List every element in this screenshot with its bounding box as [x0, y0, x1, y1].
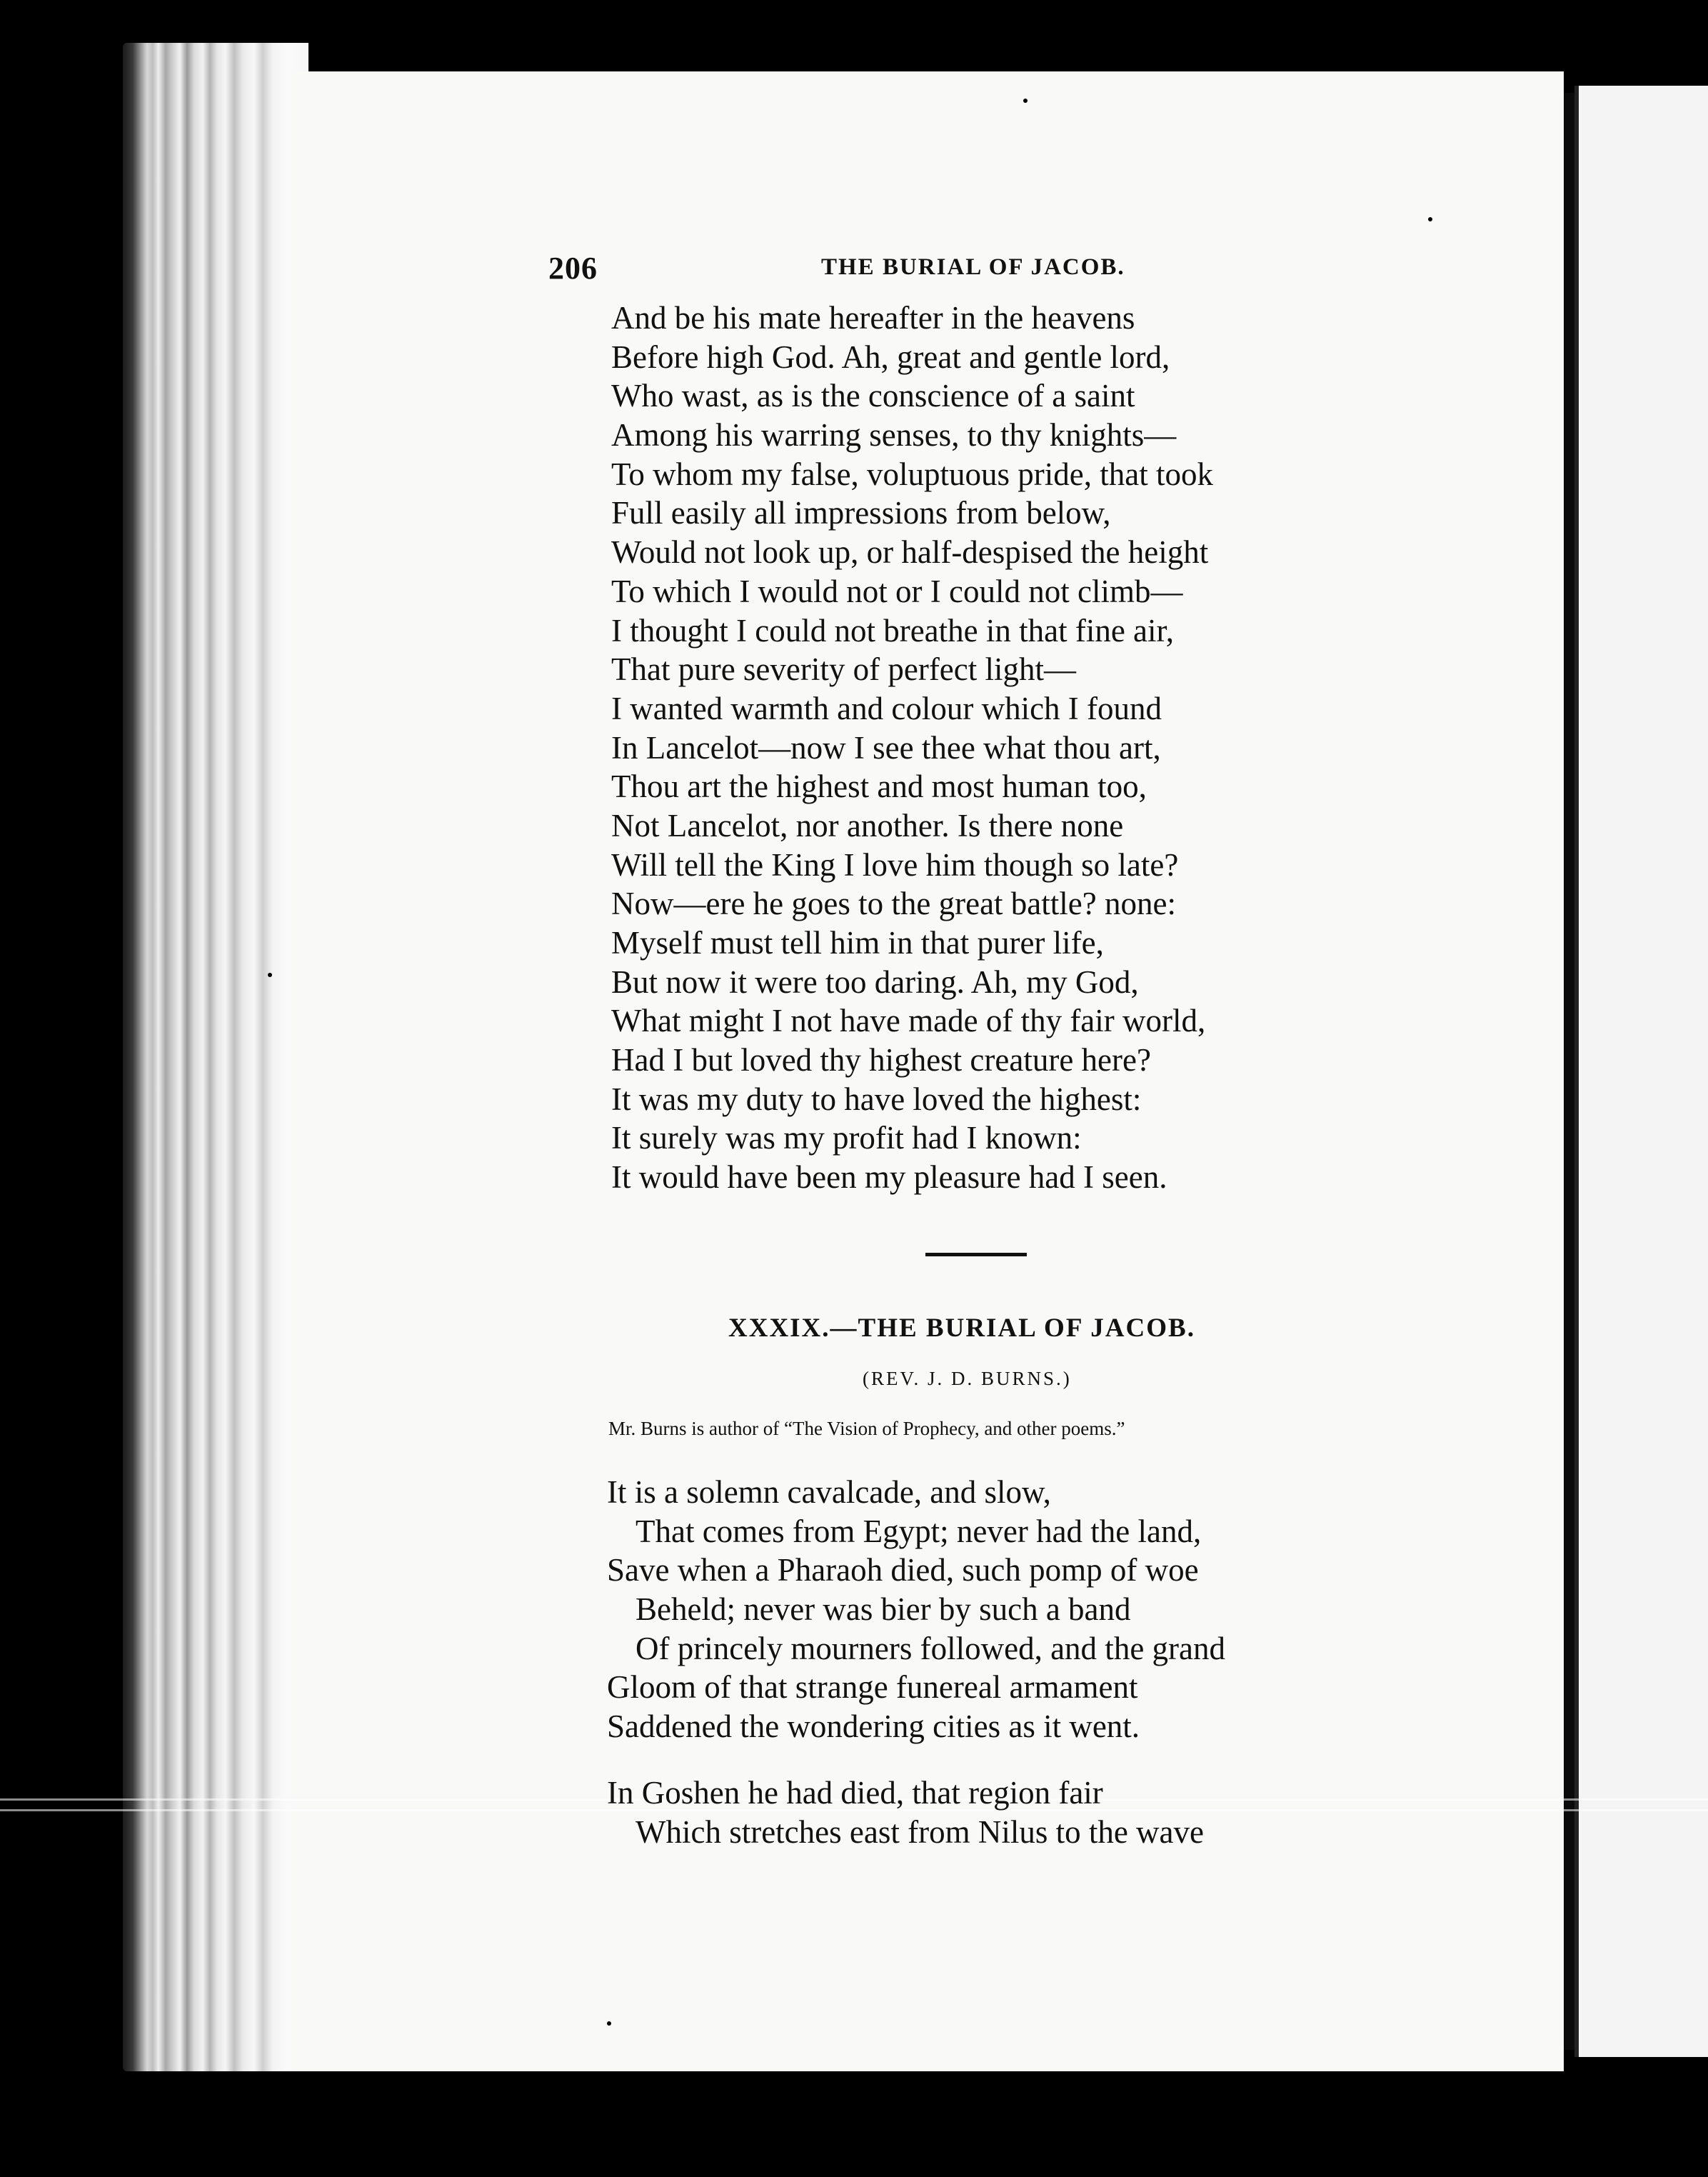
poem-line: What might I not have made of thy fair world,	[611, 1003, 1206, 1039]
speck	[1428, 217, 1432, 221]
poem-line: I wanted warmth and colour which I found	[611, 690, 1162, 726]
poem-line: It surely was my profit had I known:	[611, 1120, 1082, 1156]
poem-line: To whom my false, voluptuous pride, that took	[611, 456, 1214, 492]
poem-line: Now—ere he goes to the great battle? none:	[611, 886, 1176, 922]
poem-line: Which stretches east from Nilus to the wave	[636, 1813, 1205, 1850]
section-author: (REV. J. D. BURNS.)	[863, 1368, 1072, 1389]
poem-line: Beheld; never was bier by such a band	[636, 1591, 1131, 1628]
speck	[1023, 99, 1028, 103]
poem-line: In Goshen he had died, that region fair	[607, 1774, 1103, 1811]
book-page-edges	[123, 43, 308, 2071]
poem-line: Before high God. Ah, great and gentle lord,	[611, 339, 1170, 375]
poem-line: But now it were too daring. Ah, my God,	[611, 964, 1139, 1000]
poem-line: Would not look up, or half-despised the height	[611, 534, 1209, 571]
poem-line: Who wast, as is the conscience of a saint	[611, 378, 1135, 414]
poem-line: In Lancelot—now I see thee what thou art,	[611, 729, 1161, 766]
poem-line: To which I would not or I could not climb—	[611, 573, 1183, 609]
section-title: XXXIX.—THE BURIAL OF JACOB.	[728, 1313, 1195, 1343]
poem-line: Full easily all impressions from below,	[611, 495, 1111, 531]
poem-line: And be his mate hereafter in the heavens	[611, 300, 1135, 336]
author-note: Mr. Burns is author of “The Vision of Prophecy, and other poems.”	[608, 1418, 1125, 1439]
poem-line: Thou art the highest and most human too,	[611, 769, 1147, 805]
poem-line: Of princely mourners followed, and the grand	[636, 1630, 1225, 1666]
poem-line: It is a solemn cavalcade, and slow,	[607, 1474, 1051, 1510]
speck	[607, 2021, 611, 2026]
poem-line: It was my duty to have loved the highest:	[611, 1081, 1142, 1117]
poem-line: Saddened the wondering cities as it went.	[607, 1708, 1140, 1745]
poem-line: I thought I could not breathe in that fine air,	[611, 612, 1174, 649]
poem-line: Gloom of that strange funereal armament	[607, 1669, 1138, 1706]
poem-burial-of-jacob	[607, 1473, 1499, 1851]
running-head: THE BURIAL OF JACOB.	[821, 254, 1125, 280]
stanza-break	[607, 1746, 1499, 1773]
poem-line: Among his warring senses, to thy knights—	[611, 417, 1177, 454]
poem-line: It would have been my pleasure had I seen.	[611, 1159, 1167, 1196]
poem-line: Had I but loved thy highest creature here?	[611, 1042, 1151, 1079]
poem-line: That comes from Egypt; never had the land,	[636, 1513, 1202, 1549]
facing-page-edge	[1574, 86, 1708, 2057]
poem-line: Not Lancelot, nor another. Is there none	[611, 807, 1124, 844]
poem-continued	[611, 299, 1468, 1197]
page-number: 206	[548, 251, 598, 286]
speck	[268, 973, 272, 977]
poem-line: Save when a Pharaoh died, such pomp of woe	[607, 1552, 1199, 1588]
poem-line: Will tell the King I love him though so late?	[611, 846, 1179, 883]
section-divider	[925, 1253, 1027, 1256]
poem-line: Myself must tell him in that purer life,	[611, 925, 1104, 961]
poem-line: That pure severity of perfect light—	[611, 651, 1077, 688]
